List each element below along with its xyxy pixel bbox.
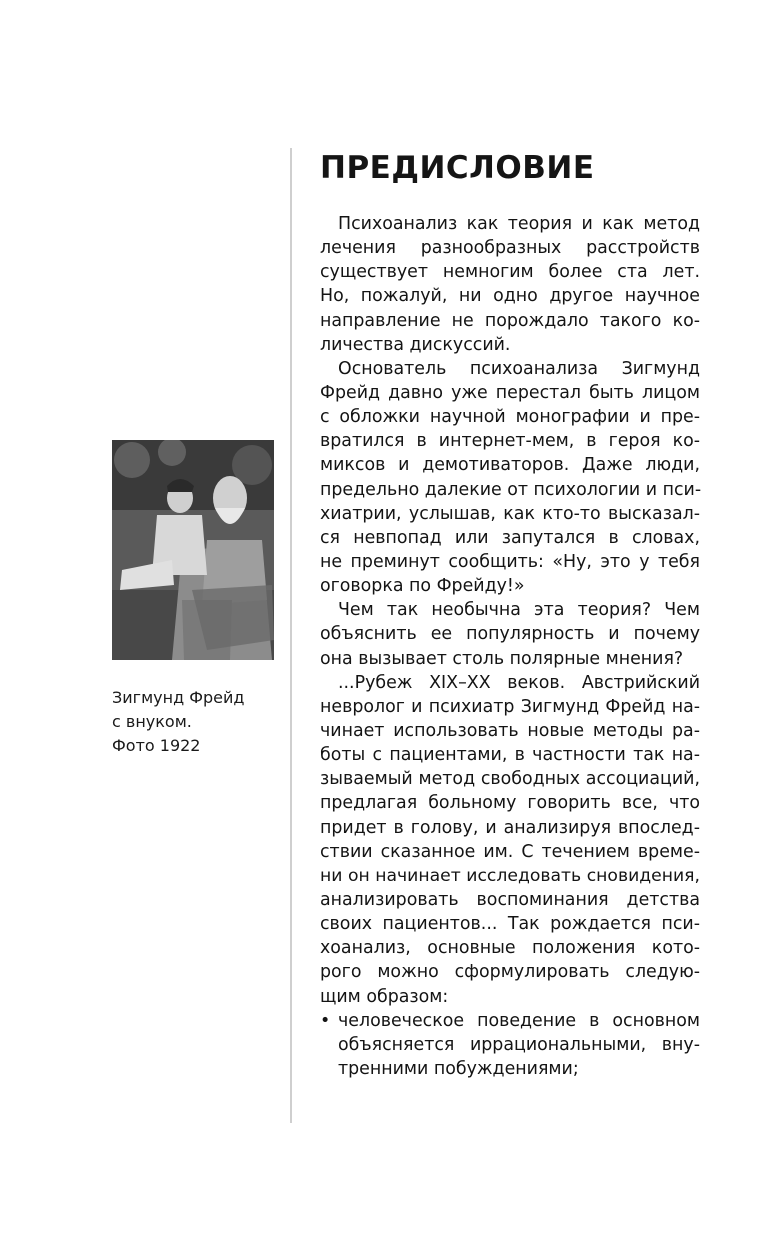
text-line: вратился в интернет-мем, в героя ко- [320,431,700,452]
bullet-text: человеческое поведение в основном [338,1010,700,1031]
text-line: придет в голову, и анализируя впослед- [320,817,700,838]
photo-freud-with-grandson [112,440,274,660]
text-line: хоанализ, основные положения кото- [320,938,700,959]
text-line: личества дискуссий. [320,334,511,355]
text-line: Основатель психоанализа Зигмунд [338,358,700,379]
text-line: оговорка по Фрейду!» [320,576,525,597]
text-line: невролог и психиатр Зигмунд Фрейд на- [320,696,700,717]
text-line: с обложки научной монографии и пре- [320,407,700,428]
text-line: Но, пожалуй, ни одно другое научное [320,286,700,307]
text-line: чинает использовать новые методы ра- [320,720,700,741]
text-line: рого можно сформулировать следую- [320,962,700,983]
text-line: не преминут сообщить: «Ну, это у тебя [320,551,700,572]
text-line: существует немногим более ста лет. [320,262,700,283]
text-line: ...Рубеж XIX–XX веков. Австрийский [338,672,700,693]
bullet-icon: • [320,1010,331,1031]
bullet-item-continuation: тренними побуждениями; [338,1058,579,1079]
bullet-item-continuation: объясняется иррациональными, вну- [338,1034,700,1055]
photo-caption [112,686,282,758]
text-line: ни он начинает исследовать сновидения, [320,865,700,886]
text-line: анализировать воспоминания детства [320,889,700,910]
caption-line: Фото 1922 [112,736,201,755]
body-text [320,212,700,1081]
caption-line: Зигмунд Фрейд [112,688,245,707]
text-line: предлагая больному говорить все, что [320,793,700,814]
text-line: объяснить ее популярность и почему [320,624,700,645]
text-line: лечения разнообразных расстройств [320,238,700,259]
text-line: миксов и демотиваторов. Даже люди, [320,455,700,476]
text-line: ся невпопад или запутался в словах, [320,527,700,548]
page-title: ПРЕДИСЛОВИЕ [320,150,595,186]
text-line: направление не порождало такого ко- [320,310,700,331]
text-line: своих пациентов... Так рождается пси- [320,914,700,935]
text-line: хиатрии, услышав, как кто-то высказал- [320,503,700,524]
text-line: Психоанализ как теория и как метод [338,214,700,234]
text-line: ствии сказанное им. С течением време- [320,841,700,862]
caption-line: с внуком. [112,712,192,731]
bullet-item-line [320,1009,700,1033]
text-line: предельно далекие от психологии и пси- [320,479,702,500]
text-line: Чем так необычна эта теория? Чем [338,600,700,621]
text-line: боты с пациентами, в частности так на- [320,745,700,766]
vertical-divider [290,148,292,1123]
text-line: она вызывает столь полярные мнения? [320,648,684,669]
text-line: щим образом: [320,986,449,1007]
text-line: зываемый метод свободных ассоциаций, [320,769,700,790]
text-line: Фрейд давно уже перестал быть лицом [320,382,700,403]
